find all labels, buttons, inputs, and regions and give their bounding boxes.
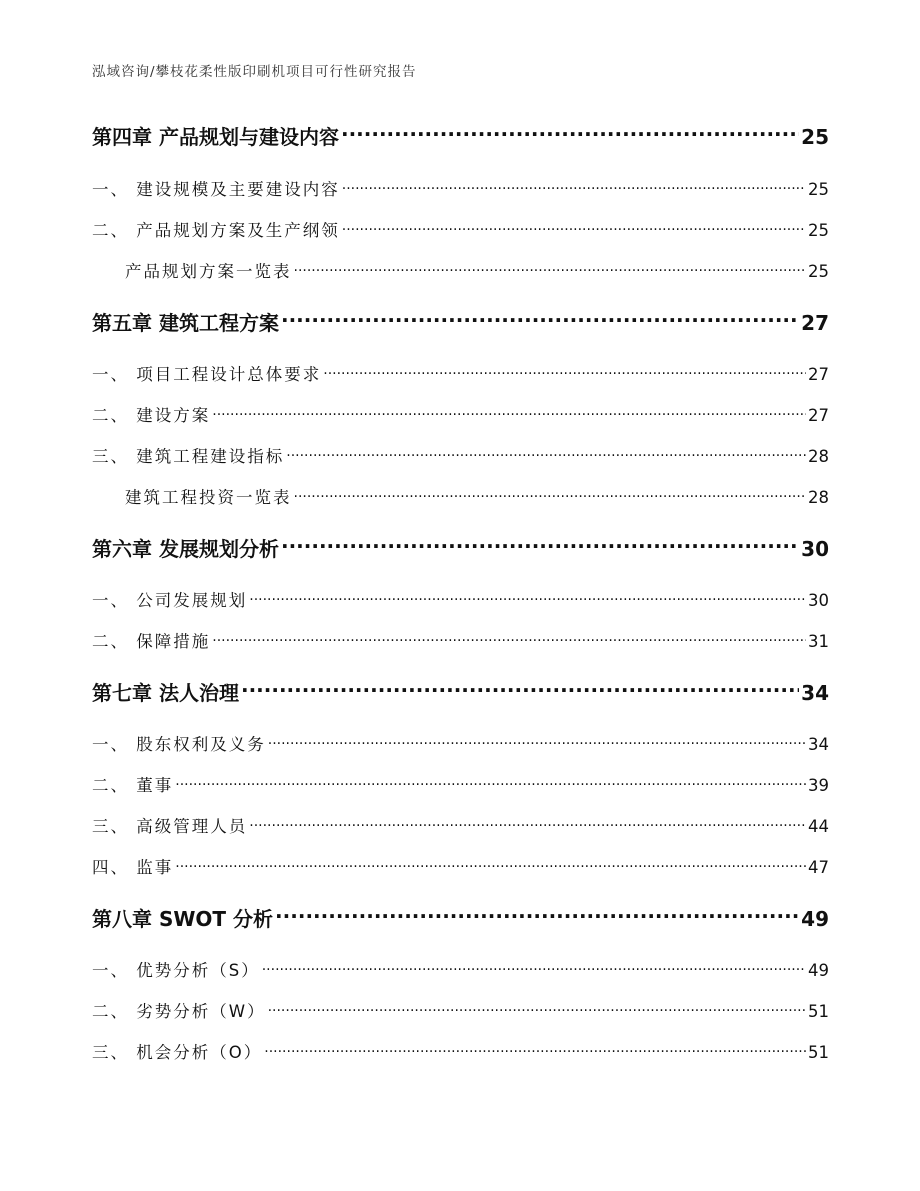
toc-entry-section[interactable] [92,853,829,877]
toc-entry-title: 保障措施 [136,632,211,651]
toc-entry-section[interactable] [92,586,829,610]
toc-entry-number: 二、 [92,632,129,651]
toc-entry-section[interactable] [92,812,829,836]
toc-entry-number: 第四章 [92,125,152,149]
toc-entry-page: 44 [808,817,829,836]
toc-entry-title: 产品规划与建设内容 [158,125,339,149]
toc-entry-page: 30 [808,591,829,610]
toc-entry-page: 25 [801,125,829,149]
toc-entry-page: 27 [808,365,829,384]
dot-leader [268,997,806,1017]
dot-leader [342,216,806,236]
toc-entry-number: 二、 [92,406,129,425]
toc-entry-title: 高级管理人员 [136,817,248,836]
toc-entry-page: 47 [808,858,829,877]
toc-entry-chapter[interactable] [92,306,829,334]
toc-entry-page: 39 [808,776,829,795]
toc-entry-title: 董事 [136,776,174,795]
toc-entry-number: 第八章 [92,907,152,931]
toc-entry-chapter[interactable] [92,120,829,148]
dot-leader [275,902,799,926]
toc-entry-page: 28 [808,447,829,466]
toc-entry-title: 建设方案 [136,406,211,425]
toc-entry-number: 一、 [92,735,129,754]
toc-entry-number: 第六章 [92,537,152,561]
toc-entry-number: 三、 [92,817,129,836]
toc-entry-page: 27 [801,311,829,335]
toc-entry-title: 劣势分析（W） [136,1002,266,1021]
toc-entry-title: 建筑工程投资一览表 [125,488,292,507]
dot-leader [268,730,806,750]
toc-entry-number: 一、 [92,591,129,610]
toc-entry-page: 28 [808,488,829,507]
toc-entry-title: 股东权利及义务 [136,735,266,754]
toc-entry-number: 第七章 [92,681,152,705]
toc-entry-table[interactable] [92,483,829,507]
toc-entry-page: 34 [808,735,829,754]
toc-entry-page: 51 [808,1002,829,1021]
toc-entry-section[interactable] [92,175,829,199]
toc-entry-page: 25 [808,262,829,281]
toc-entry-number: 二、 [92,221,129,240]
dot-leader [294,257,807,277]
toc-entry-number: 一、 [92,365,129,384]
dot-leader [342,175,806,195]
toc-entry-section[interactable] [92,442,829,466]
dot-leader [249,586,806,606]
toc-entry-chapter[interactable] [92,676,829,704]
dot-leader [241,676,799,700]
toc-entry-section[interactable] [92,771,829,795]
toc-entry-title: 发展规划分析 [158,537,279,561]
dot-leader [281,306,799,330]
toc-entry-title: 公司发展规划 [136,591,248,610]
toc-entry-page: 51 [808,1043,829,1062]
toc-entry-page: 49 [801,907,829,931]
toc-entry-page: 34 [801,681,829,705]
toc-entry-section[interactable] [92,216,829,240]
toc-entry-section[interactable] [92,730,829,754]
dot-leader [262,956,806,976]
toc-entry-number: 一、 [92,961,129,980]
dot-leader [281,532,799,556]
toc-entry-title: 优势分析（S） [136,961,260,980]
toc-entry-number: 二、 [92,776,129,795]
toc-entry-title: 机会分析（O） [136,1043,263,1062]
running-header: 泓域咨询/攀枝花柔性版印刷机项目可行性研究报告 [92,64,417,80]
toc-entry-number: 第五章 [92,311,152,335]
toc-entry-number: 二、 [92,1002,129,1021]
toc-entry-title: 建筑工程方案 [158,311,279,335]
toc-entry-section[interactable] [92,627,829,651]
dot-leader [249,812,806,832]
toc-entry-number: 四、 [92,858,129,877]
toc-entry-title: 建筑工程建设指标 [136,447,285,466]
dot-leader [323,360,806,380]
dot-leader [212,401,806,421]
toc-entry-section[interactable] [92,401,829,425]
toc-entry-section[interactable] [92,1038,829,1062]
toc-entry-title: 法人治理 [158,681,239,705]
toc-entry-chapter[interactable] [92,902,829,930]
dot-leader [175,853,806,873]
dot-leader [264,1038,806,1058]
toc-entry-title: 产品规划方案及生产纲领 [136,221,340,240]
toc-entry-section[interactable] [92,360,829,384]
toc-entry-number: 一、 [92,180,129,199]
toc-entry-number: 三、 [92,1043,129,1062]
toc-entry-chapter[interactable] [92,532,829,560]
toc-entry-page: 30 [801,537,829,561]
dot-leader [175,771,806,791]
toc-entry-page: 49 [808,961,829,980]
toc-entry-page: 25 [808,221,829,240]
toc-entry-section[interactable] [92,997,829,1021]
toc-entry-title: 产品规划方案一览表 [125,262,292,281]
dot-leader [341,120,799,144]
toc-entry-page: 25 [808,180,829,199]
dot-leader [294,483,807,503]
dot-leader [212,627,806,647]
toc-entry-title: 建设规模及主要建设内容 [136,180,340,199]
toc-entry-title: 项目工程设计总体要求 [136,365,322,384]
toc-entry-number: 三、 [92,447,129,466]
toc-entry-section[interactable] [92,956,829,980]
toc-entry-table[interactable] [92,257,829,281]
toc-entry-title: 监事 [136,858,174,877]
toc-entry-page: 27 [808,406,829,425]
toc-entry-page: 31 [808,632,829,651]
dot-leader [286,442,806,462]
toc-entry-title: SWOT 分析 [158,907,274,931]
